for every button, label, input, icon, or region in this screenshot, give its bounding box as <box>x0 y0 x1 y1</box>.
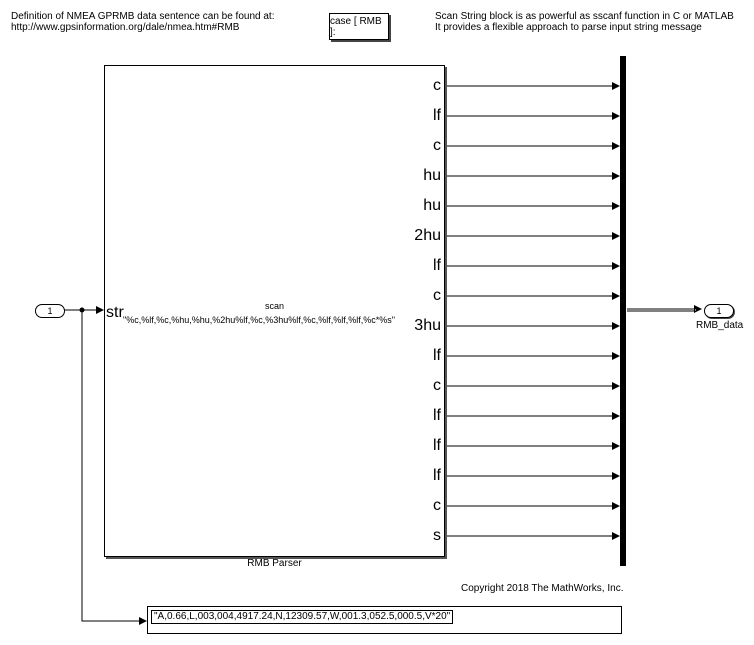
case-block-label: case [ RMB ]: <box>330 15 382 38</box>
display-value: "A,0.66,L,003,004,4917.24,N,12309.57,W,001.3,052.5,000.5,V*20" <box>151 610 453 624</box>
output-port-label: lf <box>433 107 441 124</box>
output-port-label: lf <box>433 467 441 484</box>
bus-creator-block[interactable] <box>620 56 626 566</box>
note-line: It provides a flexible approach to parse input string message <box>435 22 702 33</box>
scan-label: scan <box>264 301 284 311</box>
note-line: Scan String block is as powerful as sscanf function in C or MATLAB <box>435 11 734 22</box>
inport-block[interactable] <box>35 304 65 318</box>
output-port-label: hu <box>423 197 441 214</box>
copyright-note: Copyright 2018 The MathWorks, Inc. <box>461 583 624 594</box>
format-string: "%c,%lf,%c,%hu,%hu,%2hu%lf,%c,%3hu%lf,%c,%lf,%lf,%lf,%c*%s" <box>123 315 395 325</box>
output-port-label: c <box>433 287 441 304</box>
inport-number: 1 <box>47 306 53 316</box>
outport-block[interactable] <box>704 304 734 318</box>
display-block[interactable] <box>147 606 622 634</box>
output-port-label: lf <box>433 437 441 454</box>
output-port-label: lf <box>433 257 441 274</box>
output-port-label: lf <box>433 407 441 424</box>
output-port-label: c <box>433 497 441 514</box>
outport-number: 1 <box>716 306 722 316</box>
output-port-label: s <box>433 527 441 544</box>
output-port-label: lf <box>433 347 441 364</box>
output-port-label: c <box>433 77 441 94</box>
rmb-parser-block[interactable] <box>104 65 445 557</box>
output-port-label: 2hu <box>414 227 441 244</box>
input-port-label: str <box>106 304 124 321</box>
output-port-label: hu <box>423 167 441 184</box>
output-port-label: c <box>433 377 441 394</box>
note-link: http://www.gpsinformation.org/dale/nmea.htm#RMB <box>11 22 240 33</box>
output-port-label: c <box>433 137 441 154</box>
parser-block-name: RMB Parser <box>247 558 302 569</box>
output-port-label: 3hu <box>414 317 441 334</box>
outport-name: RMB_data <box>696 320 744 331</box>
note-line: Definition of NMEA GPRMB data sentence can be found at: <box>11 11 275 22</box>
